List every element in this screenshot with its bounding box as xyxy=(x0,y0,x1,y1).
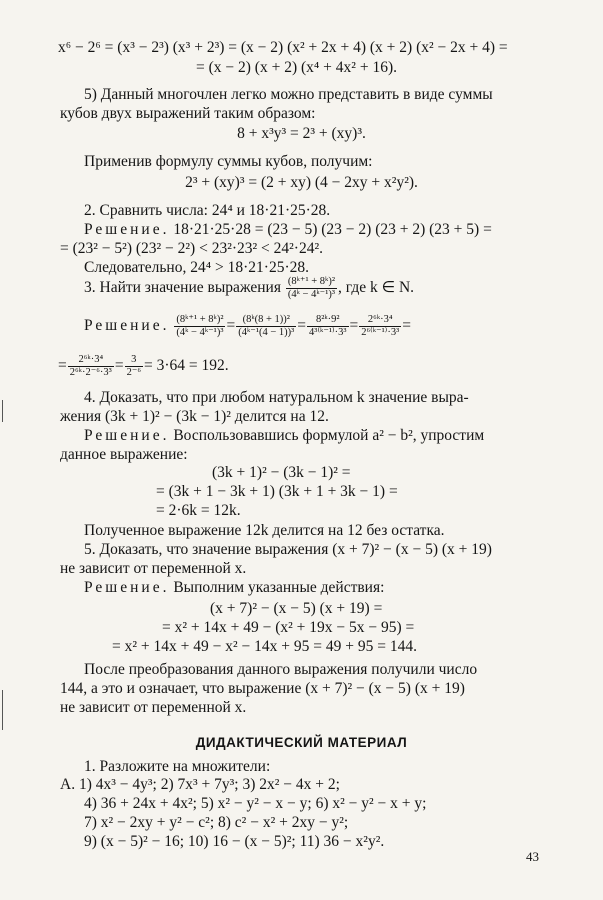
denominator: 4³⁽ᵏ⁻¹⁾·3³ xyxy=(309,326,347,338)
problem-text: 3. Найти значение выражения xyxy=(84,279,281,296)
page-number: 43 xyxy=(526,849,539,864)
equation-line: 2³ + (xy)³ = (2 + xy) (4 − 2xy + x²y²). xyxy=(185,174,418,191)
text-line: 5. Доказать, что значение выражения (x + 7)² − (x − 5) (x + 19) xyxy=(84,541,492,558)
text-line: После преобразования данного выражения получили число xyxy=(84,661,478,678)
numerator: (8ᵏ(8 + 1))² xyxy=(236,314,296,327)
equation-line: = (23² − 5²) (23² − 2²) < 23²·23² < 24²·24². xyxy=(60,240,323,257)
margin-mark xyxy=(2,690,3,730)
fraction xyxy=(307,314,348,339)
equation-line: Решение. $\frac{\text{(8ᵏ⁺¹ + 8ᵏ)²}}{\text{(4ᵏ − 4ᵏ⁻¹)³}}$ = $\frac{\text{(8ᵏ(8 + 1))²}}{\text{(4ᵏ⁻¹(4 − 1))³}}$ = $\frac{\text{8²ᵏ·9²}}{\text{4³⁽ᵏ⁻¹⁾·3³}}$ = $\frac{\text{2⁶ᵏ·3⁴}}{\text{2⁶⁽ᵏ⁻¹⁾·3³}}$ = xyxy=(84,313,411,338)
equation-line: x⁶ − 2⁶ = (x³ − 2³) (x³ + 2³) = (x − 2) (x² + 2x + 4) (x + 2) (x² − 2x + 4) = xyxy=(58,39,508,56)
solution-text: Воспользовавшись формулой a² − b², упростим xyxy=(169,427,485,444)
text-line xyxy=(0,274,603,302)
fraction xyxy=(174,314,225,339)
equation-line: (x + 7)² − (x − 5) (x + 19) = xyxy=(210,600,383,617)
text-line: кубов двух выражений таким образом: xyxy=(60,105,316,122)
text-line: 2. Сравнить числа: 24⁴ и 18·21·25·28. xyxy=(84,202,331,219)
denominator: 2⁶⁽ᵏ⁻¹⁾·3³ xyxy=(361,326,400,338)
equation-line: (3k + 1)² − (3k − 1)² = xyxy=(212,464,351,481)
exercise-line: 4) 36 + 24x + 4x²; 5) x² − y² − x − y; 6) x² − y² − x + y; xyxy=(84,795,427,812)
equation-line: 8 + x³y³ = 2³ + (xy)³. xyxy=(237,125,366,142)
text-line: жения (3k + 1)² − (3k − 1)² делится на 12. xyxy=(60,408,329,425)
equation-line: = 2·6k = 12k. xyxy=(156,502,241,519)
denominator: 2⁶ᵏ·2⁻⁶·3³ xyxy=(69,366,112,378)
equation-text: = 3·64 = 192. xyxy=(144,357,229,374)
equation-text: 18·21·25·28 = (23 − 5) (23 − 2) (23 + 2) (23 + 5) = xyxy=(169,221,492,238)
solution-label: Решение. xyxy=(84,221,170,238)
equation-line: = x² + 14x + 49 − (x² + 19x − 5x − 95) = xyxy=(162,619,415,636)
text-line: данное выражение: xyxy=(60,446,188,463)
exercise-line: 1. Разложите на множители: xyxy=(84,758,271,775)
solution-label: Решение. xyxy=(84,317,170,334)
denominator: (4ᵏ − 4ᵏ⁻¹)³ xyxy=(176,326,224,338)
fraction xyxy=(359,314,401,339)
text-line: 144, а это и означает, что выражение (x + 7)² − (x − 5) (x + 19) xyxy=(60,680,465,697)
numerator: 3 xyxy=(125,354,143,367)
fraction xyxy=(286,276,337,301)
numerator: (8ᵏ⁺¹ + 8ᵏ)² xyxy=(176,313,224,325)
solution-text: Выполним указанные действия: xyxy=(169,579,385,596)
equation-line: = $\frac{\text{2⁶ᵏ·3⁴}}{\text{2⁶ᵏ·2⁻⁶·3³}}$ = $\frac{3}{\text{2⁻⁶}}$ = 3·64 = 192. xyxy=(58,353,229,378)
numerator: 2⁶ᵏ·3⁴ xyxy=(359,314,401,327)
text-line: Применив формулу суммы кубов, получим: xyxy=(84,153,373,170)
text-line: 4. Доказать, что при любом натуральном k значение выра- xyxy=(84,389,469,406)
text-line: 5) Данный многочлен легко можно представить в виде суммы xyxy=(84,86,493,103)
section-heading: ДИДАКТИЧЕСКИЙ МАТЕРИАЛ xyxy=(195,735,408,750)
equation-line: = x² + 14x + 49 − x² − 14x + 95 = 49 + 95 = 144. xyxy=(112,638,417,655)
text-line xyxy=(0,578,603,597)
exercise-line: 9) (x − 5)² − 16; 10) 16 − (x − 5)²; 11) 36 − x²y². xyxy=(84,833,385,850)
exercise-line: А. 1) 4x³ − 4y³; 2) 7x³ + 7y³; 3) 2x² − 4x + 2; xyxy=(60,776,340,793)
fraction xyxy=(236,314,296,339)
equation-line: = (3k + 1 − 3k + 1) (3k + 1 + 3k − 1) = xyxy=(156,483,398,500)
denominator: (4ᵏ − 4ᵏ⁻¹)³ xyxy=(287,288,335,300)
solution-label: Решение. xyxy=(84,427,170,444)
text-line xyxy=(0,220,603,239)
numerator: (8ᵏ⁺¹ + 8ᵏ)² xyxy=(287,275,335,287)
text-line: Следовательно, 24⁴ > 18·21·25·28. xyxy=(84,259,309,276)
text-line: Полученное выражение 12k делится на 12 без остатка. xyxy=(84,522,445,539)
solution-label: Решение. xyxy=(84,579,170,596)
exercise-line: 7) x² − 2xy + y² − c²; 8) c² − x² + 2xy − y²; xyxy=(84,814,349,831)
fraction xyxy=(68,354,114,379)
equation-line: = (x − 2) (x + 2) (x⁴ + 4x² + 16). xyxy=(196,59,397,76)
numerator: 2⁶ᵏ·3⁴ xyxy=(68,354,114,367)
text-line: не зависит от переменной x. xyxy=(60,699,247,716)
text-line xyxy=(0,426,603,445)
fraction xyxy=(125,354,143,379)
text-line: не зависит от переменной x. xyxy=(60,560,247,577)
problem-text: , где k ∈ N. xyxy=(338,279,415,296)
denominator: (4ᵏ⁻¹(4 − 1))³ xyxy=(238,326,295,338)
numerator: 8²ᵏ·9² xyxy=(307,314,348,327)
denominator: 2⁻⁶ xyxy=(126,366,142,378)
margin-mark xyxy=(2,400,3,422)
